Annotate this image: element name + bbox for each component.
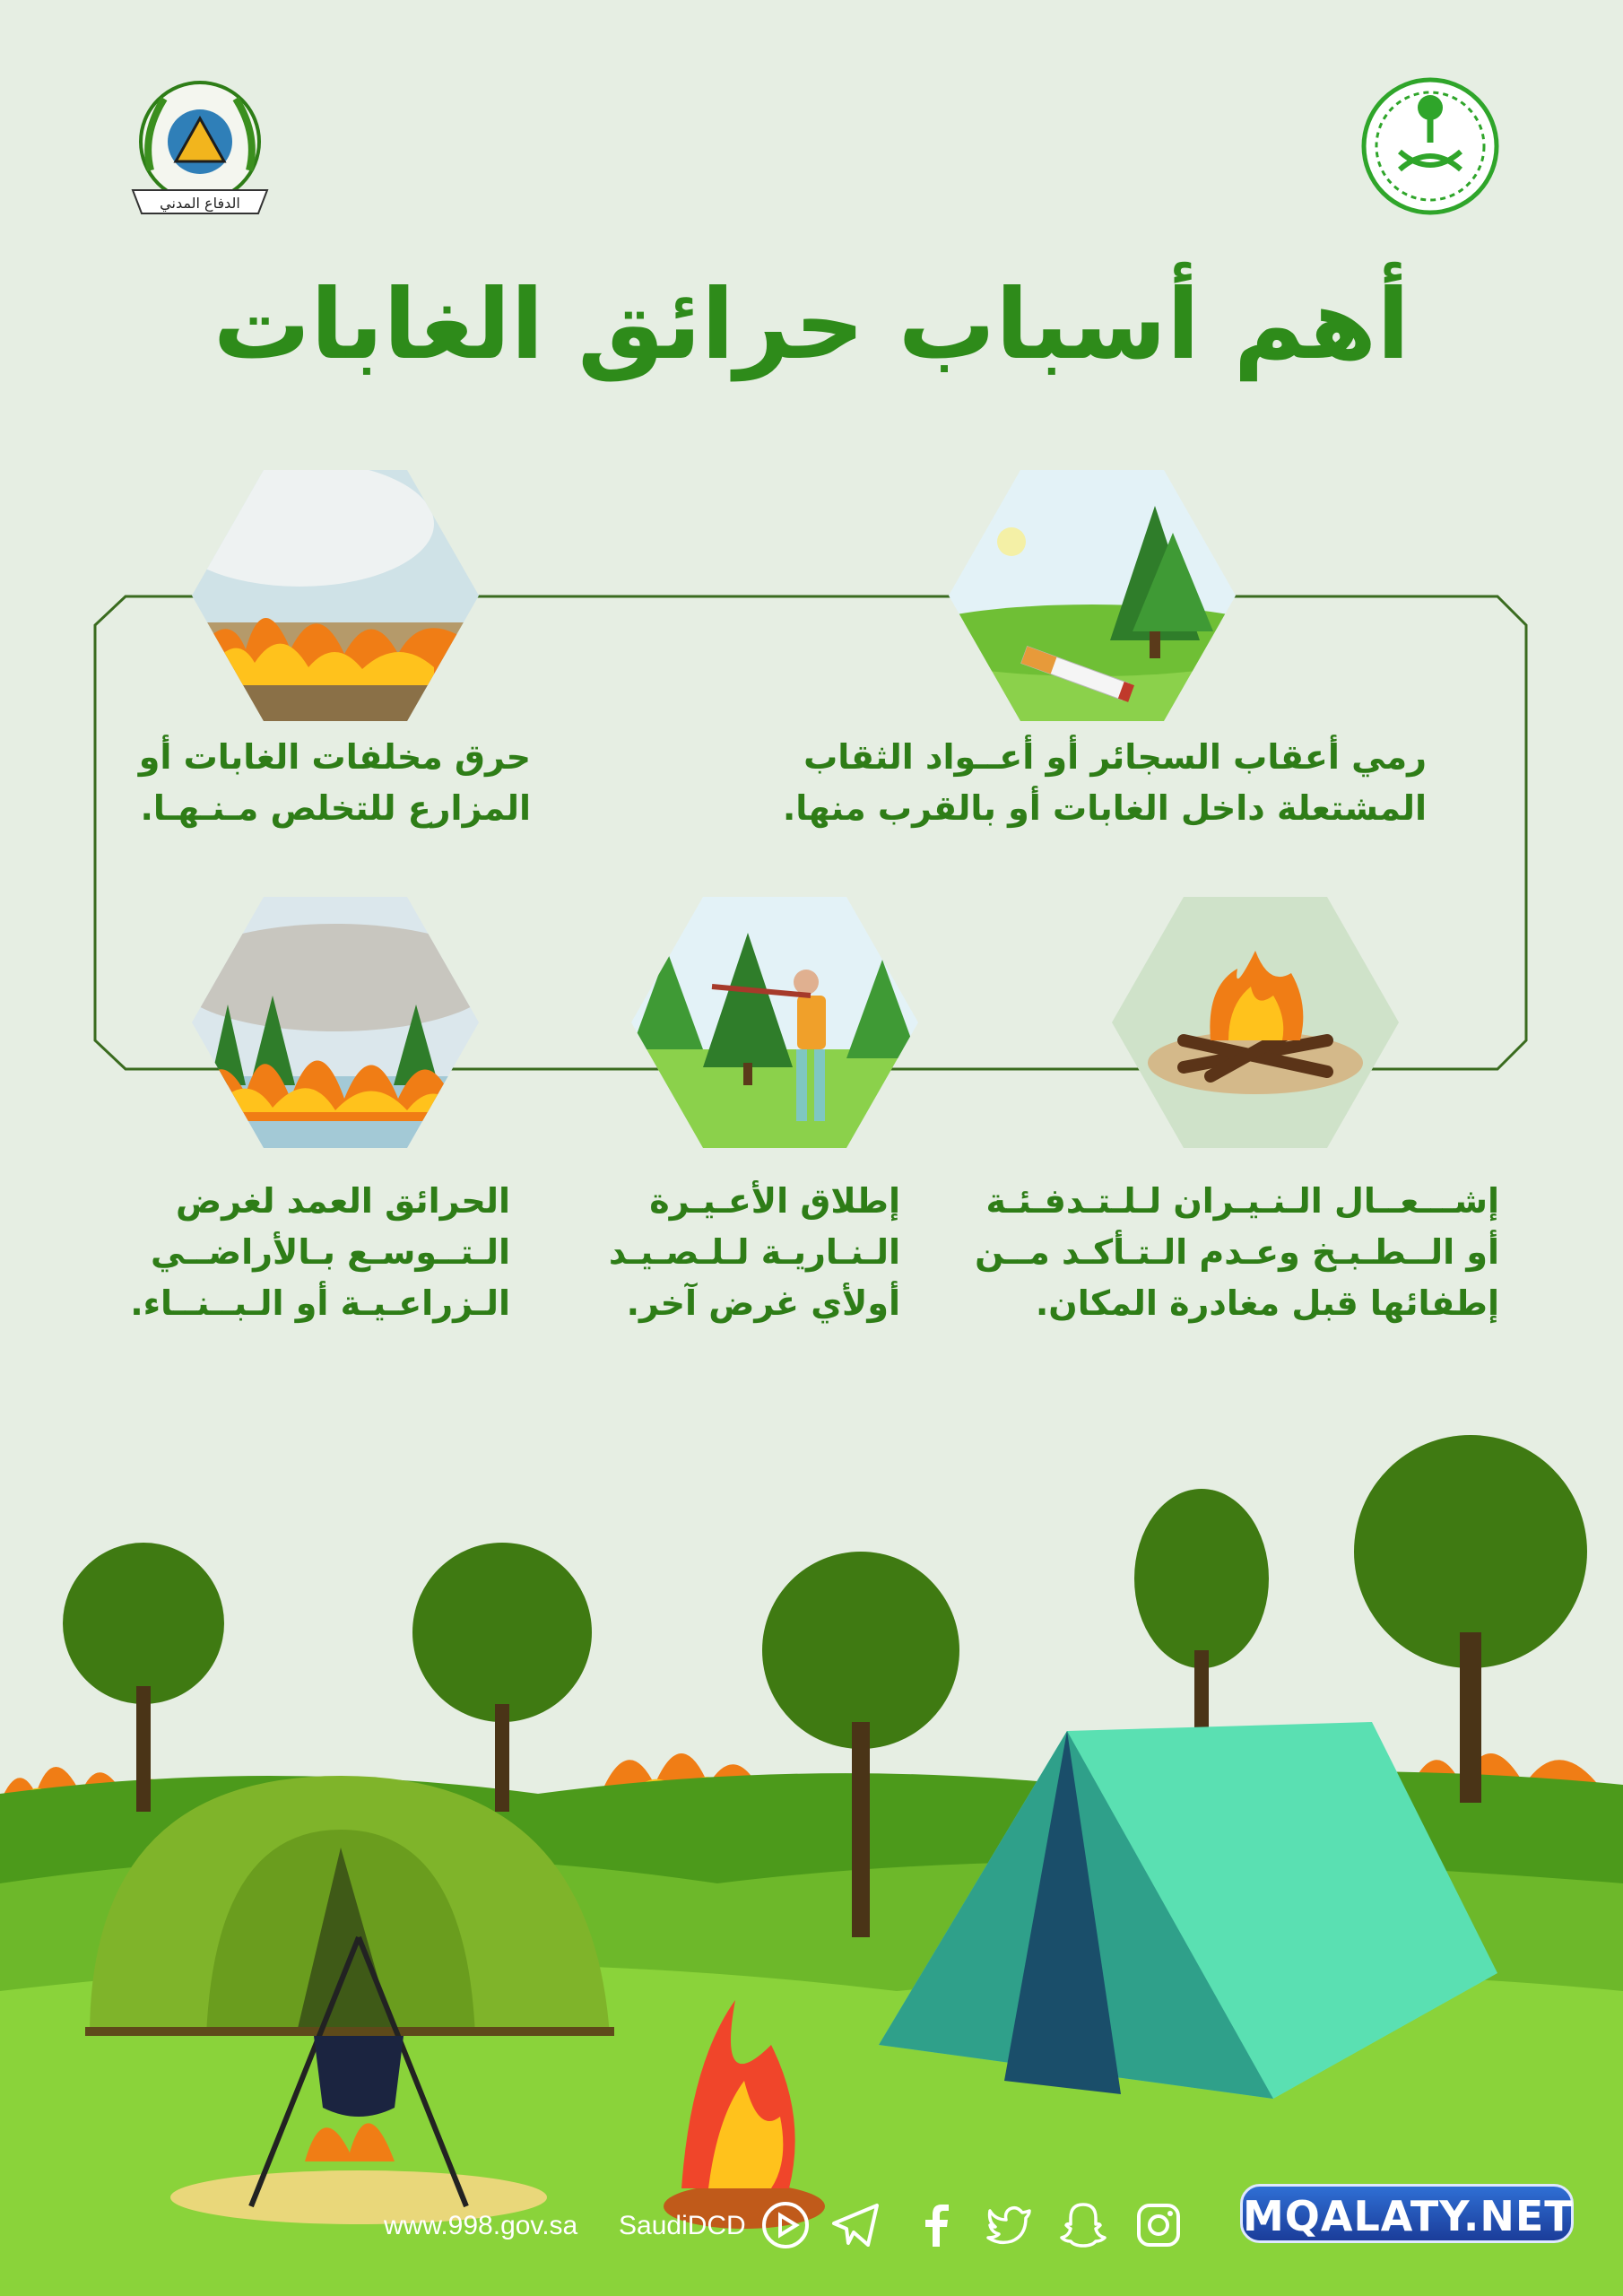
cause-caption-cigarettes: رمي أعقاب السجائر أو أعــواد الثقاب المشتعلة داخل الغابات أو بالقرب منها. xyxy=(782,737,1427,828)
social-handle[interactable]: SaudiDCD xyxy=(619,2211,746,2240)
mqalaty-brand-logo[interactable]: MQALATY.NET xyxy=(1240,2184,1574,2243)
twitter-icon[interactable] xyxy=(985,2200,1035,2250)
website-link[interactable]: www.998.gov.sa xyxy=(384,2211,578,2240)
cause-caption-hunting: إطلاق الأعـيـرة الـنـاريـة لـلـصـيـد أولأي غرض آخر. xyxy=(608,1181,900,1323)
youtube-icon[interactable] xyxy=(760,2200,811,2250)
camping-landscape xyxy=(0,1417,1623,2296)
facebook-icon[interactable] xyxy=(911,2200,961,2250)
logo-text: الدفاع المدني xyxy=(160,195,240,212)
snapchat-icon[interactable] xyxy=(1058,2200,1108,2250)
cause-caption-campfire: إشـــعــال الـنـيـران لـلـتـدفـئـة أو الــطـبـخ وعـدم الـتـأكـد مــن إطفائها قبل مغادرة المكان. xyxy=(975,1181,1499,1323)
instagram-icon[interactable] xyxy=(1133,2200,1184,2250)
page-title: أهم أسباب حرائق الغابات xyxy=(213,269,1410,381)
cause-caption-arson: الحرائق العمد لغرض الـتــوسـع بـالأراضــي الـزراعـيـة أو الـبــنــاء. xyxy=(130,1181,510,1323)
telegram-icon[interactable] xyxy=(830,2200,881,2250)
cause-caption-burning-waste: حرق مخلفات الغابات أو المزارع للتخلص مـنـهـا. xyxy=(138,737,531,828)
